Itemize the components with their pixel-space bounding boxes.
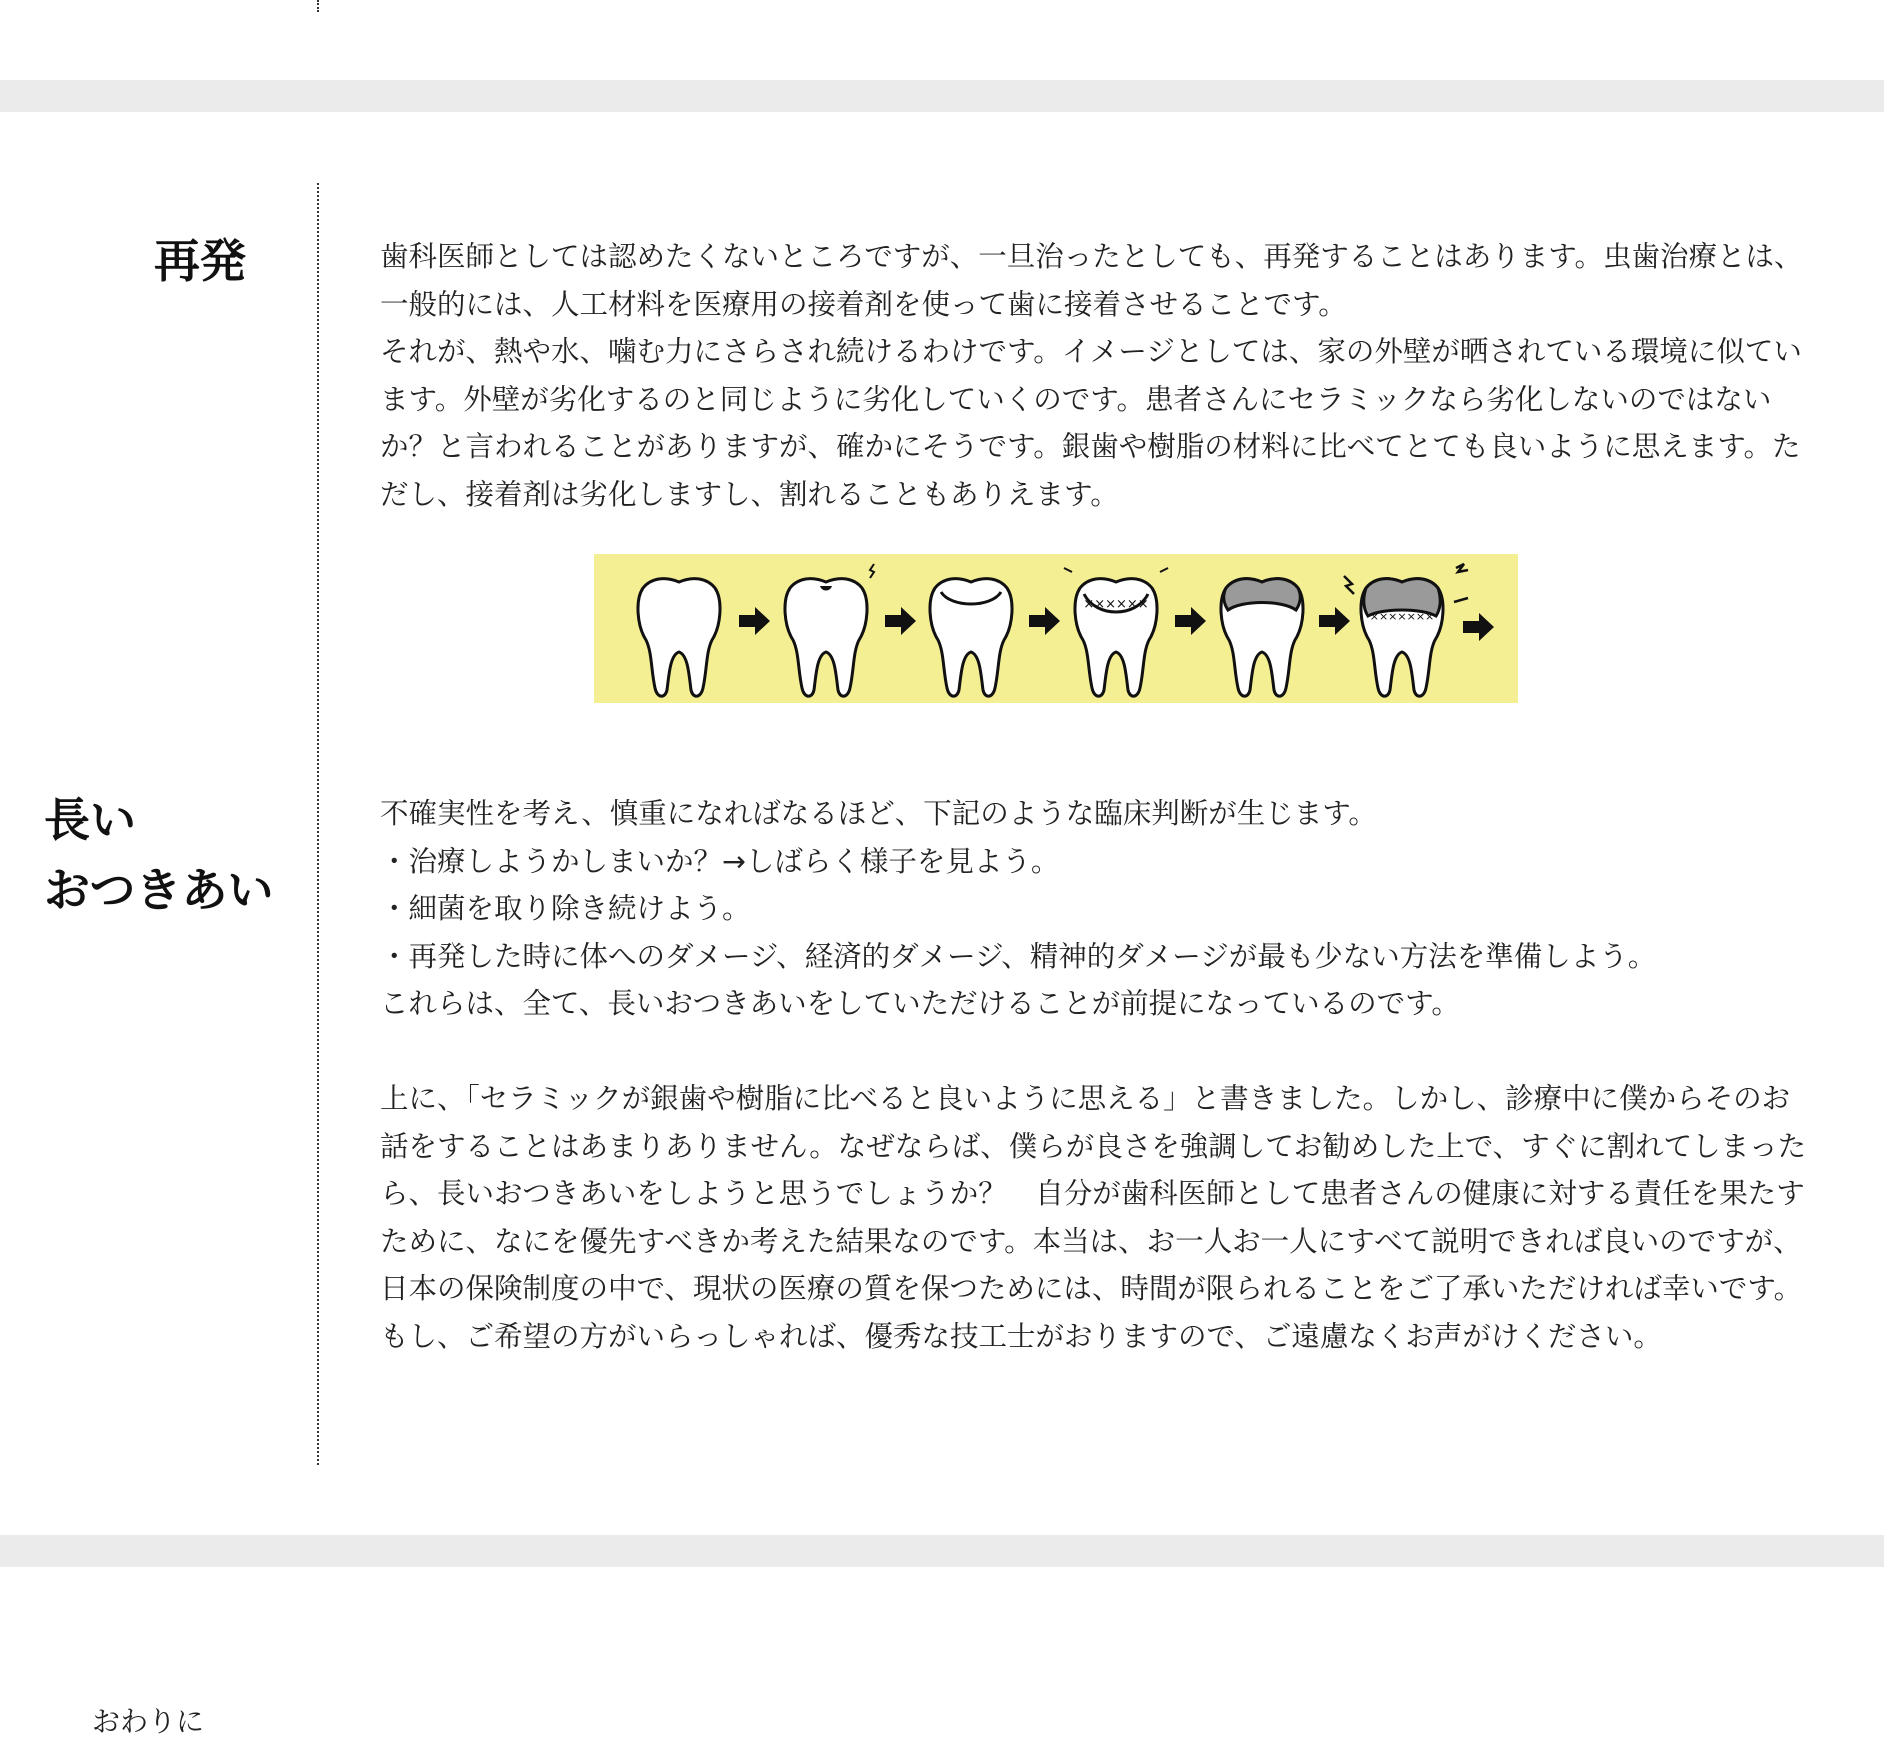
section-divider: [317, 183, 319, 1465]
recurrence-body: 歯科医師としては認めたくないところですが、一旦治ったとしても、再発することはあります。虫歯治療とは、一般的には、人工材料を医療用の接着剤を使って歯に接着させることです。 それが、熱や水、噛む力にさらされ続けるわけです。イメージとしては、家の外壁が晒されている環境に似ています。外壁が劣化するのと同じように劣化していくのです。患者さんにセラミックなら劣化しないのではないか？と言われることがありますが、確かにそうです。銀歯や樹脂の材料に比べてとても良いように思えます。ただし、接着剤は劣化しますし、割れることもありえます。: [380, 240, 1803, 511]
section-band-top: [0, 80, 1884, 112]
heading-long-line2: おつきあい: [44, 863, 274, 917]
svg-text:××××××: ××××××: [1083, 597, 1149, 612]
arrow-icon: [739, 607, 770, 635]
heading-long-line1: 長い: [44, 793, 136, 847]
arrow-icon: [1175, 607, 1206, 635]
arrow-icon: [1463, 613, 1494, 641]
tooth-stage-4-icon: [1064, 568, 1168, 696]
tooth-stage-2-icon: [785, 564, 874, 696]
tooth-stage-3-icon: [930, 579, 1012, 697]
heading-long-relationship: [44, 785, 274, 925]
tooth-stage-1-icon: [638, 579, 720, 697]
section-band-bottom: [0, 1535, 1884, 1567]
tooth-decay-illustration: [594, 554, 1518, 703]
arrow-icon: [1029, 607, 1060, 635]
arrow-icon: [885, 607, 916, 635]
long-relationship-body: 不確実性を考え、慎重になればなるほど、下記のような臨床判断が生じます。 ・治療しようかしまいか？→しばらく様子を見よう。 ・細菌を取り除き続けよう。 ・再発した時に体へのダメージ、経済的ダメージ、精神的ダメージが最も少ない方法を準備しよう。 これらは、全て、長いおつきあいをしていただけることが前提になっているのです。 上に、「セラミックが銀歯や樹脂に比べると良いように思える」と書きました。しかし、診療中に僕からそのお話をすることはあまりありません。なぜならば、僕らが良さを強調してお勧めした上で、すぐに割れてしまったら、長いおつきあいをしようと思うでしょうか？ 自分が歯科医師として患者さんの健康に対する責任を果たすために、なにを優先すべきか考えた結果なのです。本当は、お一人お一人にすべて説明できれば良いのですが、日本の保険制度の中で、現状の医療の質を保つためには、時間が限られることをご了承いただければ幸いです。もし、ご希望の方がいらっしゃれば、優秀な技工士がおりますので、ご遠慮なくお声がけください。: [380, 797, 1807, 1353]
tooth-stage-6-icon: [1344, 564, 1468, 696]
section-divider-top: [317, 0, 319, 12]
heading-recurrence: 再発: [154, 234, 246, 288]
arrow-icon: [1319, 607, 1350, 635]
svg-text:×××××××: ×××××××: [1369, 610, 1435, 623]
footer-heading: おわりに: [92, 1705, 205, 1738]
tooth-stage-5-icon: [1221, 579, 1303, 697]
